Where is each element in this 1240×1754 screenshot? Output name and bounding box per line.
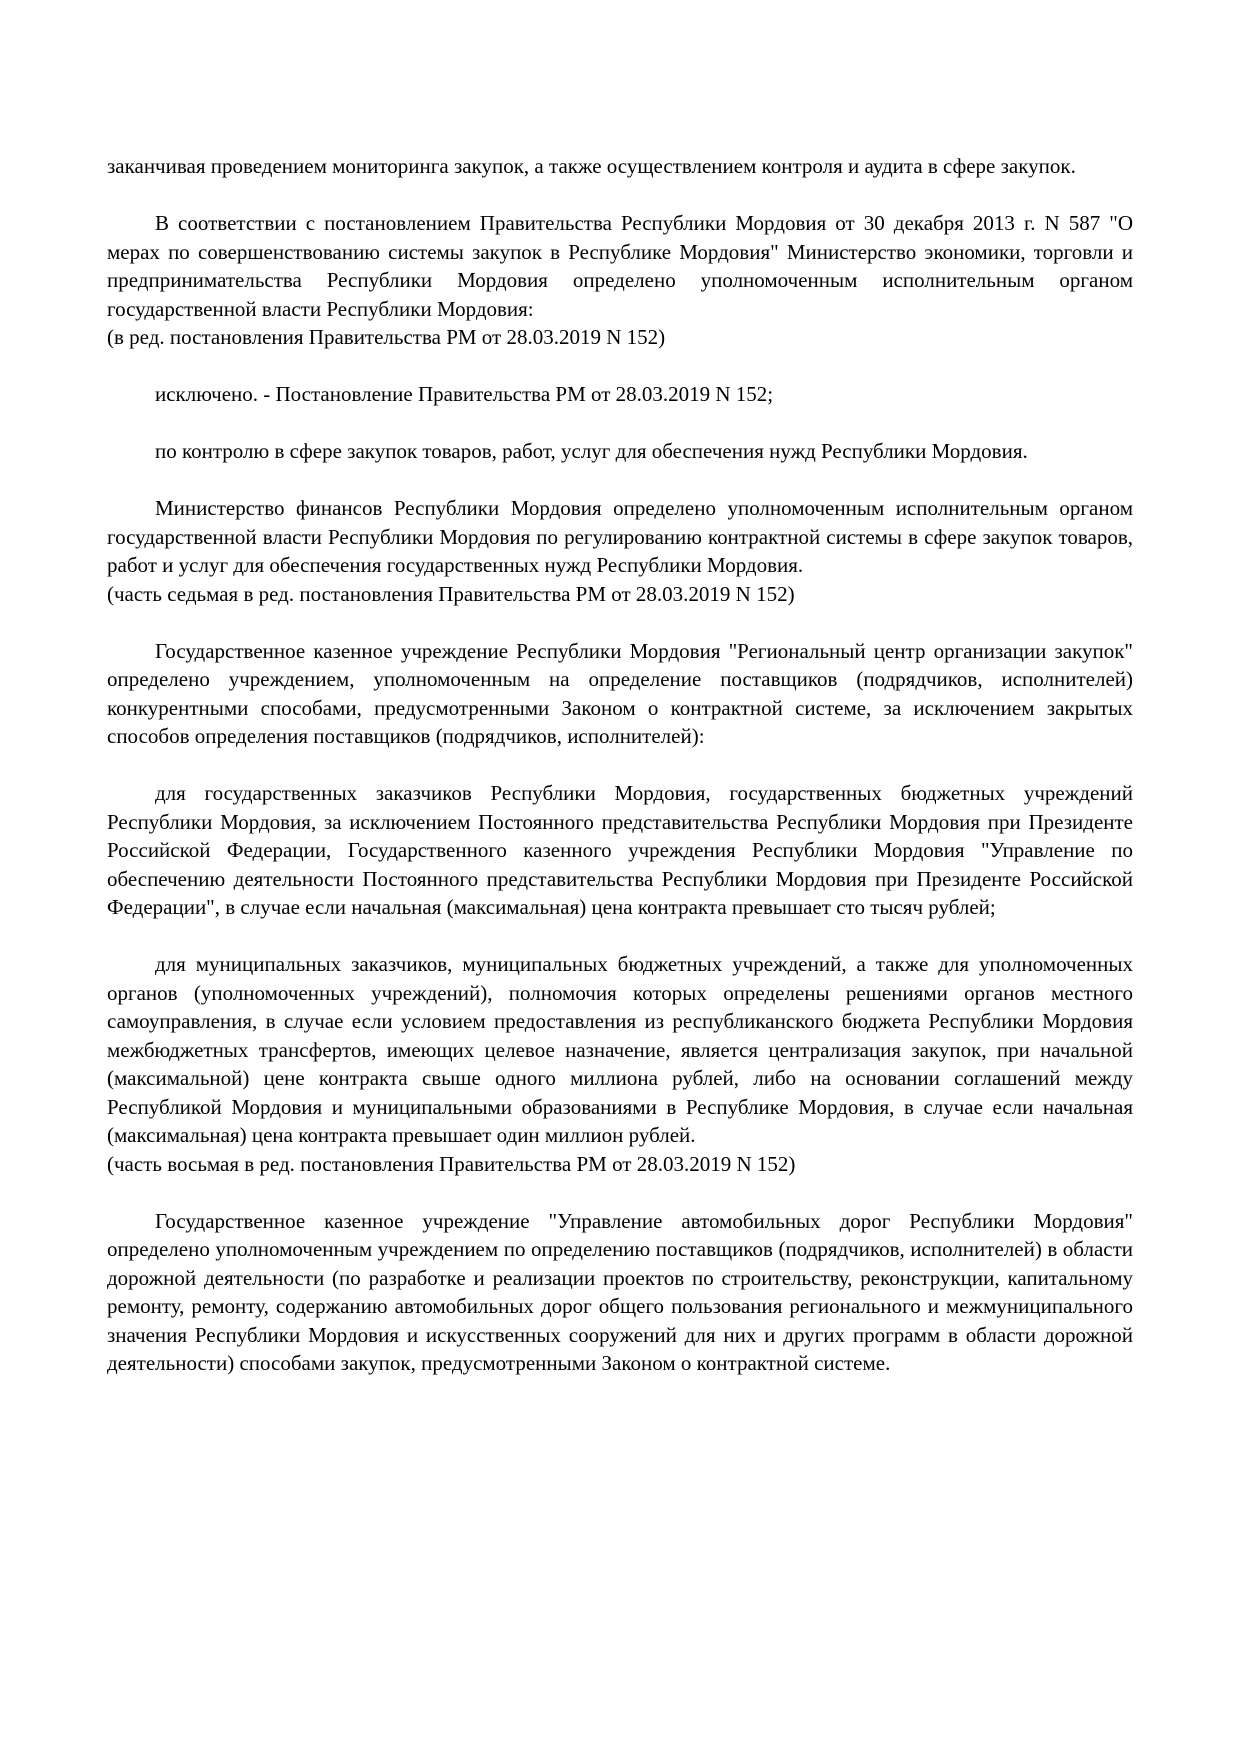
document-text-block (107, 152, 1133, 1378)
document-paragraph: Государственное казенное учреждение Республики Мордовия "Региональный центр организации закупок" определено учреждением, уполномоченным на определение поставщиков (подрядчиков, исполнителей) конкурентными способами, предусмотренными Законом о контрактной системе, за исключением закрытых способов определения поставщиков (подрядчиков, исполнителей): (107, 638, 1133, 748)
document-paragraph: по контролю в сфере закупок товаров, работ, услуг для обеспечения нужд Республики Мордовия. (155, 439, 1028, 463)
document-paragraph: Государственное казенное учреждение "Управление автомобильных дорог Республики Мордовия" определено уполномоченным учреждением по определению поставщиков (подрядчиков, исполнителей) в области дорожной деятельности (по разработке и реализации проектов по строительству, реконструкции, капитальному ремонту, ремонту, содержанию автомобильных дорог общего пользования регионального и межмуниципального значения Республики Мордовия и искусственных сооружений для них и других программ в области дорожной деятельности) способами закупок, предусмотренными Законом о контрактной системе. (107, 1208, 1133, 1375)
document-paragraph: В соответствии с постановлением Правительства Республики Мордовия от 30 декабря 2013 г. N 587 "О мерах по совершенствованию системы закупок в Республике Мордовия" Министерство экономики, торговли и предпринимательства Республики Мордовия определено уполномоченным исполнительным органом государственной власти Республики Мордовия: (107, 211, 1133, 321)
document-paragraph: для государственных заказчиков Республики Мордовия, государственных бюджетных учреждений Республики Мордовия, за исключением Постоянного представительства Республики Мордовия при Президенте Российской Федерации, Государственного казенного учреждения Республики Мордовия "Управление по обеспечению деятельности Постоянного представительства Республики Мордовия при Президенте Российской Федерации", в случае если начальная (максимальная) цена контракта превышает сто тысяч рублей; (107, 781, 1133, 919)
amendment-note: (часть седьмая в ред. постановления Правительства РМ от 28.03.2019 N 152) (107, 581, 795, 606)
document-paragraph: заканчивая проведением мониторинга закупок, а также осуществлением контроля и аудита в сфере закупок. (107, 154, 1076, 178)
amendment-note: (часть восьмая в ред. постановления Правительства РМ от 28.03.2019 N 152) (107, 1151, 796, 1176)
document-paragraph: Министерство финансов Республики Мордовия определено уполномоченным исполнительным органом государственной власти Республики Мордовия по регулированию контрактной системы в сфере закупок товаров, работ и услуг для обеспечения государственных нужд Республики Мордовия. (107, 496, 1133, 577)
document-paragraph: исключено. - Постановление Правительства РМ от 28.03.2019 N 152; (155, 382, 774, 406)
amendment-note: (в ред. постановления Правительства РМ от 28.03.2019 N 152) (107, 325, 666, 349)
document-paragraph: для муниципальных заказчиков, муниципальных бюджетных учреждений, а также для уполномоченных органов (уполномоченных учреждений), полномочия которых определены решениями органов местного самоуправления, в случае если условием предоставления из республиканского бюджета Республики Мордовия межбюджетных трансфертов, имеющих целевое назначение, является централизация закупок, при начальной (максимальной) цене контракта свыше одного миллиона рублей, либо на основании соглашений между Республикой Мордовия и муниципальными образованиями в Республике Мордовия, в случае если начальная (максимальная) цена контракта превышает один миллион рублей. (107, 952, 1133, 1147)
